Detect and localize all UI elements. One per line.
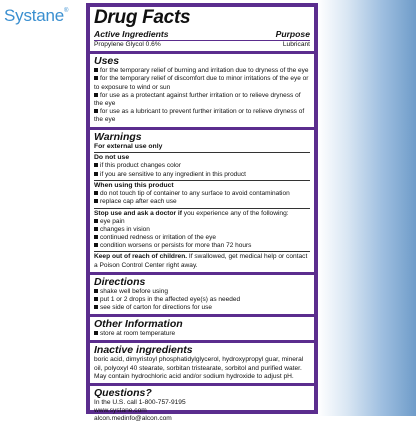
list-item: if you are sensitive to any ingredient in this product [94,171,310,179]
bullet-icon [94,191,98,195]
purpose-heading: Purpose [275,29,310,39]
other-information-section [90,317,314,343]
bullet-icon [94,297,98,301]
bullet-icon [94,172,98,176]
bullet-icon [94,76,98,80]
list-item: for the temporary relief of burning and irritation due to dryness of the eye [94,67,310,75]
directions-section [90,275,314,318]
brand-logo-text: Systane [4,6,65,25]
stop-use-line: Stop use and ask a doctor if you experience any of the following: [94,209,289,217]
inactive-ingredients-section [90,343,314,385]
bullet-icon [94,227,98,231]
list-item: see side of carton for directions for use [94,304,310,312]
bullet-icon [94,93,98,97]
bullet-icon [94,219,98,223]
active-ingredient: Propylene Glycol 0.6% [94,41,161,48]
uses-title: Uses [94,55,120,68]
uses-section [90,54,314,129]
background-gradient [318,0,416,416]
bullet-icon [94,331,98,335]
bullet-icon [94,243,98,247]
warnings-section [90,130,314,275]
inactive-ingredients-title: Inactive ingredients [94,344,193,357]
directions-title: Directions [94,275,146,288]
bullet-icon [94,305,98,309]
list-item: if this product changes color [94,162,310,170]
list-item: put 1 or 2 drops in the affected eye(s) as needed [94,296,310,304]
brand-logo [4,6,68,26]
divider [94,152,310,153]
list-item: replace cap after each use [94,198,310,206]
registered-mark: ® [64,8,69,14]
bullet-icon [94,199,98,203]
list-item: for use as a lubricant to prevent further irritation or to relieve dryness of the eye [94,108,305,124]
divider [94,251,310,252]
list-item: store at room temperature [94,330,310,338]
active-ingredients-section [90,7,314,54]
bullet-icon [94,68,98,72]
drug-facts-panel [86,3,318,422]
bullet-icon [94,163,98,167]
divider [94,180,310,181]
list-item: eye pain [94,218,310,226]
warnings-title: Warnings [94,130,142,143]
questions-section [90,386,314,425]
list-item: condition worsens or persists for more than 72 hours [94,242,310,250]
do-not-use-heading: Do not use [94,153,130,161]
list-item: for use as a protectant against further irritation or to relieve dryness of the eye [94,91,301,107]
active-purpose: Lubricant [282,41,310,48]
divider [94,208,310,209]
list-item: for the temporary relief of discomfort due to minor irritations of the eye or to exposure to wind or sun [94,75,309,91]
list-item: changes in vision [94,226,310,234]
list-item: shake well before using [94,288,310,296]
bullet-icon [94,235,98,239]
panel-title: Drug Facts [94,7,191,28]
inactive-ingredients-text: boric acid, dimyristoyl phosphatidylglycerol, hydroxypropyl guar, mineral oil, polyoxyl 40 stearate, sorbitan tristearate, sorbitol and purified water. May contain hydrochloric acid and/or sodium hydroxide to adjust pH. [94,356,304,380]
when-using-heading: When using this product [94,181,174,189]
questions-email[interactable]: alcon.medinfo@alcon.com [94,414,172,422]
questions-phone: In the U.S. call 1-800-757-9195 [94,398,186,406]
questions-title: Questions? [94,386,152,399]
list-item: continued redness or irritation of the eye [94,234,310,242]
other-information-title: Other Information [94,318,183,331]
bullet-icon [94,289,98,293]
active-ingredients-heading: Active Ingredients [94,29,169,39]
questions-website[interactable]: www.systane.com [94,406,147,414]
list-item: do not touch tip of container to any surface to avoid contamination [94,190,310,198]
bullet-icon [94,109,98,113]
keep-out-of-reach: Keep out of reach of children. If swallowed, get medical help or contact a Poison Control Center right away. [94,253,308,269]
external-use-note: For external use only [94,142,163,150]
